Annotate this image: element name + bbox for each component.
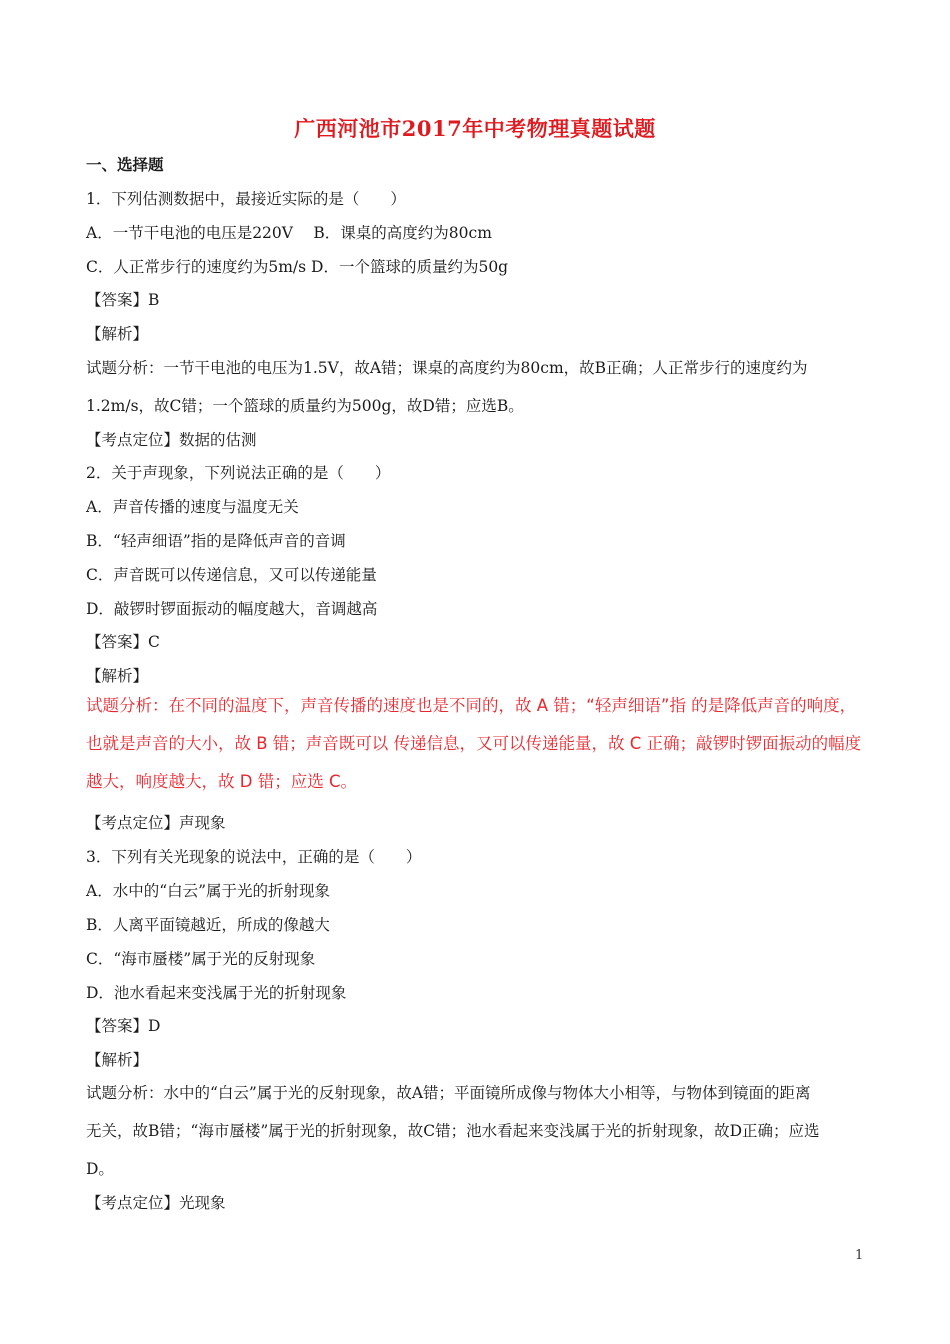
text-line: 【答案】C <box>86 633 160 651</box>
section-heading: 一、选择题 <box>86 155 164 174</box>
text-line: 1.2m/s，故C错；一个篮球的质量约为500g，故D错；应选B。 <box>86 397 524 415</box>
text-line: D．敲锣时锣面振动的幅度越大，音调越高 <box>86 600 378 618</box>
text-line: C．“海市蜃楼”属于光的反射现象 <box>86 950 316 968</box>
text-line: A．水中的“白云”属于光的折射现象 <box>86 882 331 900</box>
text-line: 【答案】B <box>86 291 160 309</box>
text-line: 【解析】 <box>86 1051 149 1069</box>
text-line: 越大，响度越大，故 D 错；应选 C。 <box>86 772 357 791</box>
text-line: 【解析】 <box>86 325 149 343</box>
text-line: 3．下列有关光现象的说法中，正确的是（ ） <box>86 848 422 866</box>
text-line: D．池水看起来变浅属于光的折射现象 <box>86 984 347 1002</box>
text-line: 试题分析：在不同的温度下，声音传播的速度也是不同的，故 A 错；“轻声细语”指 的是降低声音的响度， <box>86 696 857 715</box>
text-line: A．声音传播的速度与温度无关 <box>86 498 299 516</box>
text-line: C．声音既可以传递信息，又可以传递能量 <box>86 566 377 584</box>
text-line: 【解析】 <box>86 667 149 685</box>
text-line: 试题分析：一节干电池的电压为1.5V，故A错；课桌的高度约为80cm，故B正确；人正常步行的速度约为 <box>86 359 808 377</box>
text-line: A．一节干电池的电压是220V B．课桌的高度约为80cm <box>86 224 492 242</box>
text-line: 【答案】D <box>86 1017 161 1035</box>
text-line: 也就是声音的大小，故 B 错；声音既可以 传递信息，又可以传递能量，故 C 正确；敲锣时锣面振动的幅度 <box>86 734 862 753</box>
page-title: 广西河池市2017年中考物理真题试题 <box>294 116 656 141</box>
text-line: 1．下列估测数据中，最接近实际的是（ ） <box>86 190 406 208</box>
text-line: 2．关于声现象，下列说法正确的是（ ） <box>86 464 391 482</box>
text-line: B．“轻声细语”指的是降低声音的音调 <box>86 532 346 550</box>
text-line: D。 <box>86 1160 114 1178</box>
text-line: C．人正常步行的速度约为5m/s D．一个篮球的质量约为50g <box>86 258 509 276</box>
page-number: 1 <box>855 1248 864 1263</box>
text-line: 无关，故B错；“海市蜃楼”属于光的折射现象，故C错；池水看起来变浅属于光的折射现象，故D正确；应选 <box>86 1122 820 1140</box>
text-line: B．人离平面镜越近，所成的像越大 <box>86 916 330 934</box>
text-line: 【考点定位】声现象 <box>86 814 226 832</box>
text-line: 【考点定位】数据的估测 <box>86 431 257 449</box>
text-line: 【考点定位】光现象 <box>86 1194 226 1212</box>
text-line: 试题分析：水中的“白云”属于光的反射现象，故A错；平面镜所成像与物体大小相等，与物体到镜面的距离 <box>86 1084 811 1102</box>
